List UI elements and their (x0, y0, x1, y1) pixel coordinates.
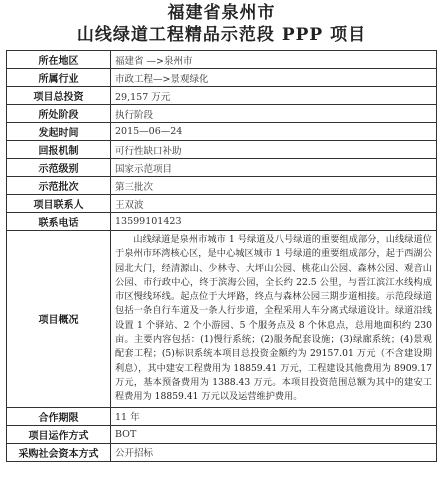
row-label: 所属行业 (7, 69, 111, 87)
title-line-1: 福建省泉州市 (167, 3, 276, 23)
row-label: 联系电话 (7, 213, 111, 231)
row-value: 13599101423 (111, 213, 437, 231)
document-title (0, 0, 443, 46)
overview-label: 项目概况 (7, 231, 111, 408)
table-row (7, 87, 437, 105)
overview-text: 山线绿道是泉州市城市 1 号绿道及八号绿道的重要组成部分，山线绿道位于泉州市环湾核心区，是中心城区城市 1 号绿道的重要组成部分，起于西湖公园北大门，经清源山、少林寺、大坪山公园、桃花山公园、森林公园、观音山公园、市行政中心，终于滨海公园，全长约 22.5 公里，与晋江滨江水线构成市区慢线环线。起点位于大坪路，终点与森林公园三期步道相接。示范段绿道包括一条自行车道及一条人行步道，全程采用人车分离式绿道设计。绿道沿线设置 1 个驿站、2 个小游园、5 个服务点及 8 个休息点，总用地面积约 230 亩。主要内容包括：(1)慢行系统；(2)服务配套设施；(3)绿廊系统；(4)景观配套工程；(5)标识系统本项目总投资金额约为 29157.01 万元（不含建设期利息），其中建安工程费用为 18859.41 万元，工程建设其他费用为 8909.17 万元，基本预备费用为 1388.43 万元。本项目投资范围总额为其中的建安工程费用为 18859.41 万元以及运营维护费用。 (111, 231, 437, 408)
row-label: 回报机制 (7, 141, 111, 159)
project-info-table (6, 50, 437, 462)
row-value: 国家示范项目 (111, 159, 437, 177)
row-label: 示范级别 (7, 159, 111, 177)
row-value: 执行阶段 (111, 105, 437, 123)
row-label: 所在地区 (7, 51, 111, 69)
title-line-2: 山线绿道工程精品示范段 PPP 项目 (76, 25, 367, 45)
row-value: 公开招标 (111, 443, 437, 461)
table-row (7, 159, 437, 177)
table-row (7, 195, 437, 213)
row-value: 2015—06—24 (111, 123, 437, 141)
table-row (7, 105, 437, 123)
row-label: 所处阶段 (7, 105, 111, 123)
row-label: 采购社会资本方式 (7, 443, 111, 461)
table-row (7, 407, 437, 425)
table-row (7, 425, 437, 443)
row-label: 合作期限 (7, 407, 111, 425)
row-value: 第三批次 (111, 177, 437, 195)
table-row-overview (7, 231, 437, 408)
table-row (7, 123, 437, 141)
row-value: 王双波 (111, 195, 437, 213)
table-row (7, 69, 437, 87)
table-row (7, 443, 437, 461)
row-value: 市政工程—>景观绿化 (111, 69, 437, 87)
row-value: 11 年 (111, 407, 437, 425)
table-row (7, 141, 437, 159)
row-value: 29,157 万元 (111, 87, 437, 105)
row-value: 可行性缺口补助 (111, 141, 437, 159)
table-row (7, 177, 437, 195)
row-label: 项目运作方式 (7, 425, 111, 443)
row-value: 福建省 —>泉州市 (111, 51, 437, 69)
row-label: 示范批次 (7, 177, 111, 195)
table-row (7, 213, 437, 231)
table-row (7, 51, 437, 69)
row-label: 项目联系人 (7, 195, 111, 213)
row-label: 项目总投资 (7, 87, 111, 105)
row-value: BOT (111, 425, 437, 443)
row-label: 发起时间 (7, 123, 111, 141)
